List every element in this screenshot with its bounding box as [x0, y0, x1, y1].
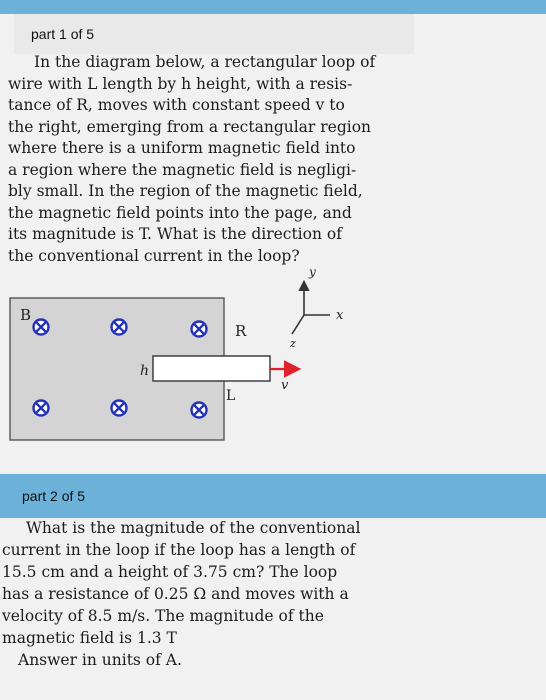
question-line: What is the magnitude of the conventional [26, 519, 361, 537]
question-line: In the diagram below, a rectangular loop of [34, 53, 376, 71]
coordinate-axes [292, 283, 330, 334]
into-page-icon [192, 403, 207, 418]
wire-loop [153, 356, 270, 381]
question-line: the magnetic field points into the page, and [8, 203, 352, 222]
question-line: current in the loop if the loop has a length of [2, 541, 356, 559]
question-line: 15.5 cm and a height of 3.75 cm? The loop [2, 563, 338, 581]
question-line: tance of R, moves with constant speed v to [8, 96, 345, 114]
into-page-icon [34, 401, 49, 416]
question-line: bly small. In the region of the magnetic field, [8, 182, 363, 200]
into-page-icon [112, 401, 127, 416]
part-1-question [8, 52, 380, 267]
into-page-icon [112, 320, 127, 335]
top-banner [0, 0, 546, 14]
axis-x-label: x [336, 308, 344, 323]
resistance-label: R [235, 322, 247, 340]
into-page-icon [192, 322, 207, 337]
part-1-label: part 1 of 5 [31, 26, 95, 42]
question-line: magnetic field is 1.3 T [2, 629, 177, 647]
question-line: the conventional current in the loop? [8, 246, 300, 265]
axis-y-label: y [309, 265, 316, 279]
question-line: has a resistance of 0.25 Ω and moves with a [2, 585, 349, 603]
into-page-icon [34, 320, 49, 335]
part-2-label: part 2 of 5 [22, 488, 86, 504]
question-line: a region where the magnetic field is negligi- [8, 160, 357, 179]
question-line: where there is a uniform magnetic field into [8, 139, 356, 157]
question-line: the right, emerging from a rectangular region [8, 117, 372, 136]
velocity-label: v [281, 378, 289, 393]
question-line: its magnitude is T. What is the direction of [8, 225, 342, 243]
part-2-header [0, 474, 546, 518]
question-line: velocity of 8.5 m/s. The magnitude of the [2, 607, 324, 625]
answer-units-line: Answer in units of A. [18, 651, 182, 669]
axis-z-label: z [290, 337, 296, 350]
part-1-header [14, 14, 414, 54]
field-label: B [20, 306, 32, 324]
height-label: h [140, 363, 150, 379]
question-line: wire with L length by h height, with a resis- [8, 74, 353, 93]
length-label: L [226, 388, 236, 404]
loop-field-diagram [0, 260, 400, 460]
part-2-question [2, 517, 380, 671]
